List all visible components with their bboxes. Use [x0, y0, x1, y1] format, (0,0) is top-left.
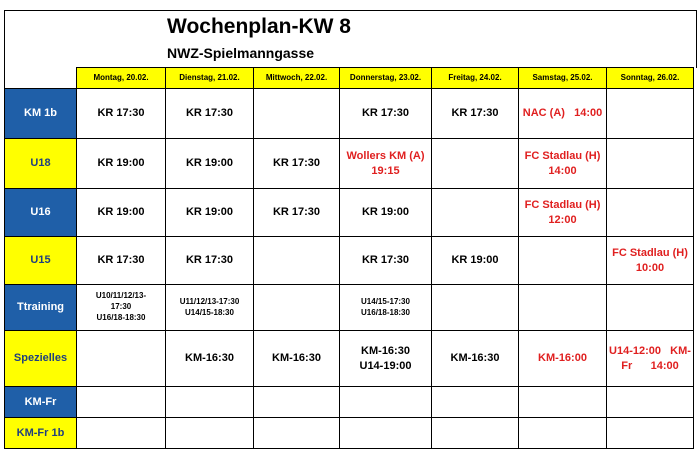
schedule-entry: KR 19:00 [451, 254, 499, 267]
schedule-cell [166, 387, 254, 418]
schedule-cell [77, 331, 166, 387]
schedule-cell [519, 189, 607, 237]
schedule-cell [340, 237, 432, 285]
schedule-entry: Fr 14:00 [621, 359, 679, 372]
team-label: U15 [5, 237, 77, 285]
schedule-entry: U14-12:00 KM- [609, 345, 691, 358]
schedule-cell [519, 237, 607, 285]
day-header: Mittwoch, 22.02. [254, 68, 340, 89]
schedule-entry: KM-16:30 [450, 352, 500, 365]
table-row [5, 331, 694, 387]
schedule-cell [607, 387, 694, 418]
schedule-cell [340, 387, 432, 418]
schedule-entry: 10:00 [635, 261, 665, 274]
table-row [5, 189, 694, 237]
schedule-entry: FC Stadlau (H) [524, 199, 601, 212]
schedule-cell [432, 387, 519, 418]
schedule-cell [340, 89, 432, 139]
schedule-entry: KR 17:30 [451, 107, 499, 120]
schedule-entry: KM-16:00 [538, 352, 587, 365]
schedule-entry: U14/15-17:30 [361, 296, 410, 306]
schedule-entry: KR 17:30 [185, 107, 234, 120]
day-header-row [5, 68, 694, 89]
schedule-cell [254, 139, 340, 189]
schedule-cell [77, 89, 166, 139]
page-subtitle: NWZ-Spielmanngasse [167, 45, 315, 61]
schedule-cell [340, 189, 432, 237]
team-label: Spezielles [5, 331, 77, 387]
schedule-cell [519, 331, 607, 387]
schedule-entry: U16/18-18:30 [361, 307, 410, 317]
schedule-cell [432, 331, 519, 387]
schedule-cell [340, 418, 432, 449]
schedule-cell [166, 139, 254, 189]
schedule-cell [519, 387, 607, 418]
day-header: Montag, 20.02. [77, 68, 166, 89]
schedule-header [4, 10, 697, 68]
schedule-entry: Wollers KM (A) [346, 150, 425, 163]
team-label: U16 [5, 189, 77, 237]
schedule-entry: KR 19:00 [97, 157, 145, 170]
schedule-cell [166, 331, 254, 387]
schedule-cell [519, 418, 607, 449]
schedule-cell [166, 89, 254, 139]
schedule-cell [254, 237, 340, 285]
schedule-entry: 17:30 [110, 302, 132, 312]
schedule-entry: U16/18-18:30 [96, 312, 146, 322]
schedule-entry: U10/11/12/13- [95, 291, 147, 301]
schedule-entry: KR 17:30 [272, 206, 321, 219]
schedule-cell [77, 418, 166, 449]
schedule-cell [77, 139, 166, 189]
team-label: U18 [5, 139, 77, 189]
schedule-page [4, 10, 697, 443]
schedule-cell [519, 139, 607, 189]
day-header: Sonntag, 26.02. [607, 68, 694, 89]
schedule-cell [432, 237, 519, 285]
schedule-cell [166, 237, 254, 285]
schedule-cell [340, 285, 432, 331]
schedule-cell [254, 387, 340, 418]
schedule-entry: FC Stadlau (H) [612, 247, 688, 260]
schedule-cell [77, 387, 166, 418]
schedule-cell [432, 285, 519, 331]
table-row [5, 89, 694, 139]
schedule-cell [254, 89, 340, 139]
page-title: Wochenplan-KW 8 [167, 15, 351, 38]
schedule-cell [166, 418, 254, 449]
schedule-entry: U11/12/13-17:30 [179, 296, 240, 306]
schedule-cell [607, 331, 694, 387]
schedule-cell [77, 237, 166, 285]
schedule-entry: FC Stadlau (H) [524, 150, 601, 163]
schedule-cell [77, 285, 166, 331]
day-header: Samstag, 25.02. [519, 68, 607, 89]
schedule-cell [340, 139, 432, 189]
schedule-entry: NAC (A) 14:00 [522, 107, 603, 120]
schedule-cell [607, 237, 694, 285]
schedule-entry: KR 19:00 [185, 157, 234, 170]
schedule-cell [166, 189, 254, 237]
day-header: Donnerstag, 23.02. [340, 68, 432, 89]
schedule-cell [340, 331, 432, 387]
schedule-cell [607, 89, 694, 139]
team-label: Ttraining [5, 285, 77, 331]
schedule-entry: KR 17:30 [185, 254, 234, 267]
table-row [5, 285, 694, 331]
schedule-entry: KM-16:30 [272, 352, 321, 365]
schedule-cell [432, 189, 519, 237]
schedule-cell [607, 285, 694, 331]
team-label: KM-Fr 1b [5, 418, 77, 449]
schedule-entry: KR 19:00 [185, 206, 234, 219]
schedule-cell [254, 189, 340, 237]
table-row [5, 237, 694, 285]
schedule-cell [432, 89, 519, 139]
corner-cell [5, 68, 77, 89]
table-row [5, 139, 694, 189]
schedule-entry: KM-16:30 [361, 345, 410, 358]
team-label: KM 1b [5, 89, 77, 139]
table-row [5, 418, 694, 449]
schedule-cell [432, 418, 519, 449]
schedule-entry: 14:00 [548, 164, 577, 177]
schedule-cell [519, 89, 607, 139]
schedule-cell [519, 285, 607, 331]
schedule-cell [254, 331, 340, 387]
schedule-entry: KR 17:30 [361, 254, 410, 267]
schedule-entry: KR 17:30 [361, 107, 410, 120]
schedule-entry: U14-19:00 [359, 359, 412, 372]
schedule-entry: 12:00 [548, 213, 577, 226]
schedule-cell [254, 285, 340, 331]
schedule-cell [166, 285, 254, 331]
schedule-entry: KR 17:30 [97, 254, 145, 267]
team-label: KM-Fr [5, 387, 77, 418]
schedule-entry: KR 17:30 [272, 157, 321, 170]
day-header: Dienstag, 21.02. [166, 68, 254, 89]
schedule-cell [607, 418, 694, 449]
schedule-cell [607, 189, 694, 237]
schedule-cell [77, 189, 166, 237]
table-row [5, 387, 694, 418]
schedule-entry: KR 17:30 [97, 107, 145, 120]
schedule-cell [607, 139, 694, 189]
schedule-cell [254, 418, 340, 449]
schedule-entry: 19:15 [371, 164, 400, 177]
day-header: Freitag, 24.02. [432, 68, 519, 89]
schedule-entry: KM-16:30 [185, 352, 234, 365]
schedule-entry: KR 19:00 [361, 206, 410, 219]
schedule-cell [432, 139, 519, 189]
weekly-schedule-table [4, 67, 694, 449]
schedule-entry: U14/15-18:30 [185, 307, 234, 317]
schedule-entry: KR 19:00 [97, 206, 145, 219]
